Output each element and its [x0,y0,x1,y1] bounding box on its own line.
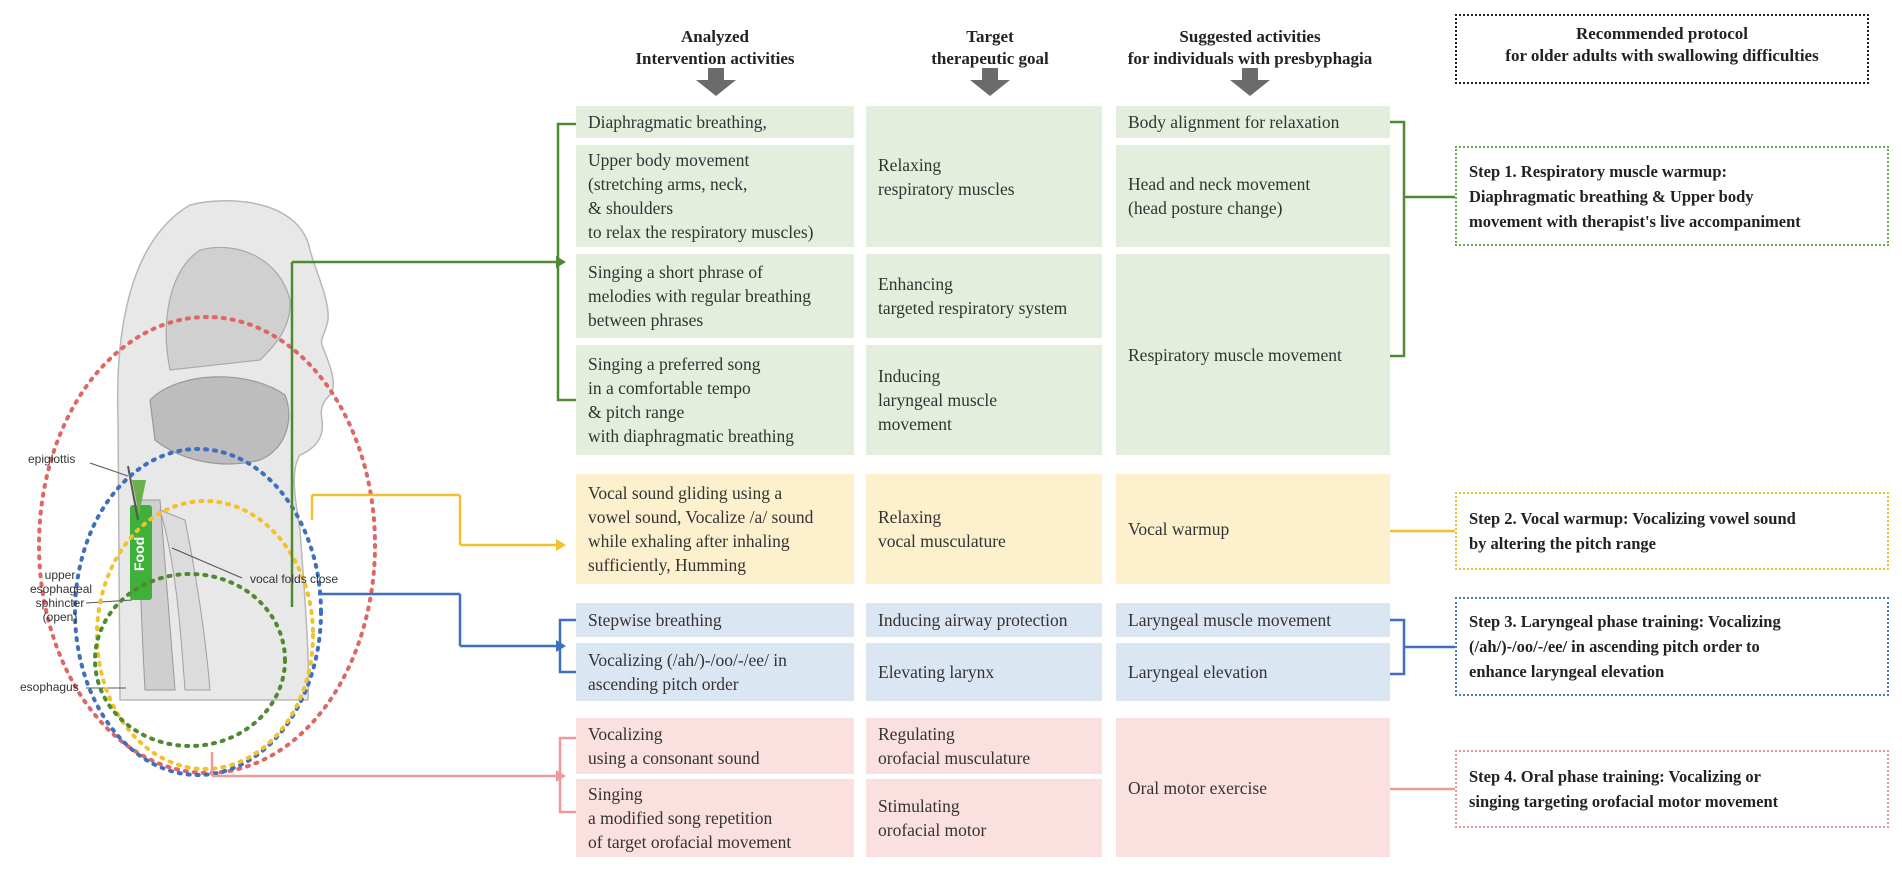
upper-sphincter-label: upper esophageal sphincter (open) [30,568,93,624]
yellow-connector [312,495,556,545]
analyzed-item: Vocalizing (/ah/)-/oo/-/ee/ in ascending pitch order [576,643,854,701]
step-1-box: Step 1. Respiratory muscle warmup: Diaphragmatic breathing & Upper body movement with therapist's live accompaniment [1455,146,1889,246]
food-label: Food [131,536,147,571]
header-suggested: Suggested activities for individuals with presbyphagia [1127,27,1373,68]
analyzed-item: Upper body movement (stretching arms, neck, & shoulders to relax the respiratory muscles) [576,145,854,247]
step-4-box: Step 4. Oral phase training: Vocalizing or singing targeting orofacial motor movement [1455,750,1889,828]
analyzed-item: Vocalizing using a consonant sound [576,718,854,774]
head-anatomy-illustration [86,201,333,700]
target-item: Enhancing targeted respiratory system [866,254,1102,338]
header-target: Target therapeutic goal [931,27,1049,68]
suggested-item: Body alignment for relaxation [1116,106,1390,138]
header-arrows [696,68,1270,96]
epiglottis-label: epiglottis [28,452,76,466]
header-analyzed: Analyzed Intervention activities [635,27,795,68]
vocal-folds-label: vocal folds close [250,572,339,586]
arrow-down-icon [1230,68,1270,96]
suggested-item: Vocal warmup [1116,474,1390,584]
green-right-bracket [1390,122,1404,356]
analyzed-item: Stepwise breathing [576,603,854,637]
arrow-down-icon [696,68,736,96]
target-item: Regulating orofacial musculature [866,718,1102,774]
arrow-down-icon [970,68,1010,96]
analyzed-item: Diaphragmatic breathing, [576,106,854,138]
suggested-item: Laryngeal muscle movement [1116,603,1390,637]
blue-right-bracket [1390,620,1404,674]
target-item: Inducing laryngeal muscle movement [866,345,1102,455]
suggested-item: Respiratory muscle movement [1116,254,1390,455]
target-item: Inducing airway protection [866,603,1102,637]
green-connector [292,124,576,607]
pink-connector [212,738,576,812]
analyzed-item: Singing a short phrase of melodies with regular breathing between phrases [576,254,854,338]
blue-connector [318,594,576,672]
target-item: Elevating larynx [866,643,1102,701]
analyzed-item: Singing a modified song repetition of target orofacial movement [576,779,854,857]
esophagus-label: esophagus [20,680,79,694]
header-recommended-protocol: Recommended protocol for older adults with swallowing difficulties [1455,14,1869,84]
step-2-box: Step 2. Vocal warmup: Vocalizing vowel sound by altering the pitch range [1455,492,1889,570]
analyzed-item: Singing a preferred song in a comfortable tempo & pitch range with diaphragmatic breathing [576,345,854,455]
suggested-item: Laryngeal elevation [1116,643,1390,701]
target-item: Stimulating orofacial motor [866,779,1102,857]
analyzed-item: Vocal sound gliding using a vowel sound, Vocalize /a/ sound while exhaling after inhaling sufficiently, Humming [576,474,854,584]
target-item: Relaxing respiratory muscles [866,106,1102,247]
target-item: Relaxing vocal musculature [866,474,1102,584]
suggested-item: Oral motor exercise [1116,718,1390,857]
suggested-item: Head and neck movement (head posture change) [1116,145,1390,247]
step-3-box: Step 3. Laryngeal phase training: Vocalizing (/ah/)-/oo/-/ee/ in ascending pitch order to enhance laryngeal elevation [1455,597,1889,696]
